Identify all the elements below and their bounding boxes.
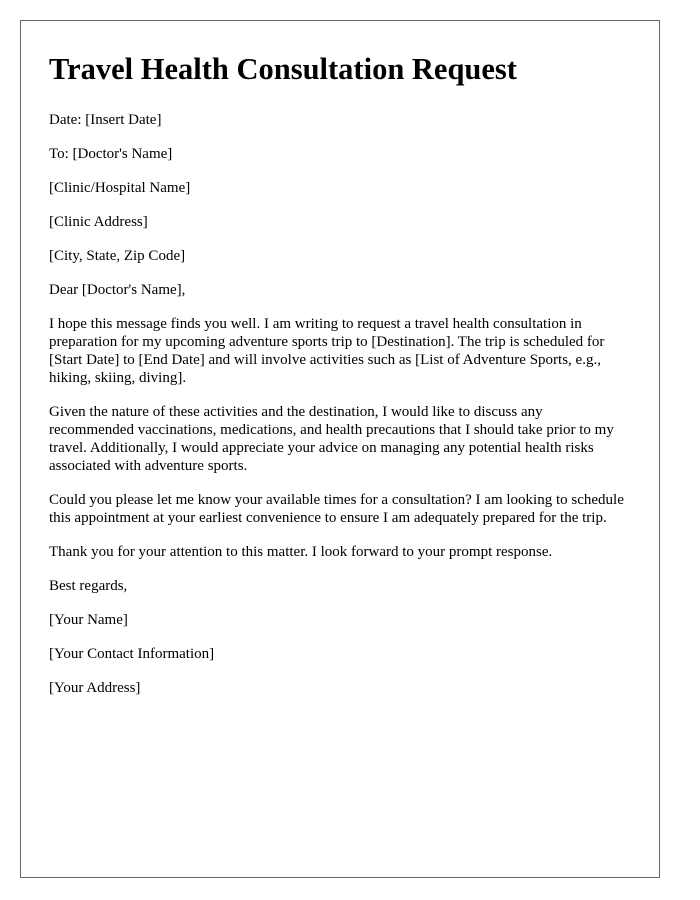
signature-name: [Your Name] — [49, 612, 128, 628]
body-paragraph-request: Given the nature of these activities and the destination, I would like to discuss any recommended vaccinations, medications, and health precautions that I should take prior to my travel. Additionally, I would appreciate your advice on managing any potential health risks associated with adventure sports. — [49, 404, 614, 474]
body-paragraph-intro: I hope this message finds you well. I am writing to request a travel health consultation in preparation for my upcoming adventure sports trip to [Destination]. The trip is scheduled for [Start Date] to [End Date] and will involve activities such as [List of Adventure Sports, e.g., hiking, skiing, diving]. — [49, 316, 605, 386]
body-paragraph-availability: Could you please let me know your available times for a consultation? I am looking to schedule this appointment at your earliest convenience to ensure I am adequately prepared for the trip. — [49, 492, 624, 526]
body-paragraph-thanks: Thank you for your attention to this matter. I look forward to your prompt response. — [49, 544, 553, 560]
letter-page — [20, 20, 660, 878]
signature-contact: [Your Contact Information] — [49, 646, 215, 662]
signature-address: [Your Address] — [49, 680, 141, 696]
date-line: Date: [Insert Date] — [49, 112, 162, 128]
recipient-clinic-name: [Clinic/Hospital Name] — [49, 180, 191, 196]
letter-title: Travel Health Consultation Request — [49, 52, 517, 86]
closing: Best regards, — [49, 578, 128, 594]
recipient-clinic-address: [Clinic Address] — [49, 214, 148, 230]
salutation: Dear [Doctor's Name], — [49, 282, 186, 298]
recipient-to-line: To: [Doctor's Name] — [49, 146, 173, 162]
recipient-city-state-zip: [City, State, Zip Code] — [49, 248, 186, 264]
